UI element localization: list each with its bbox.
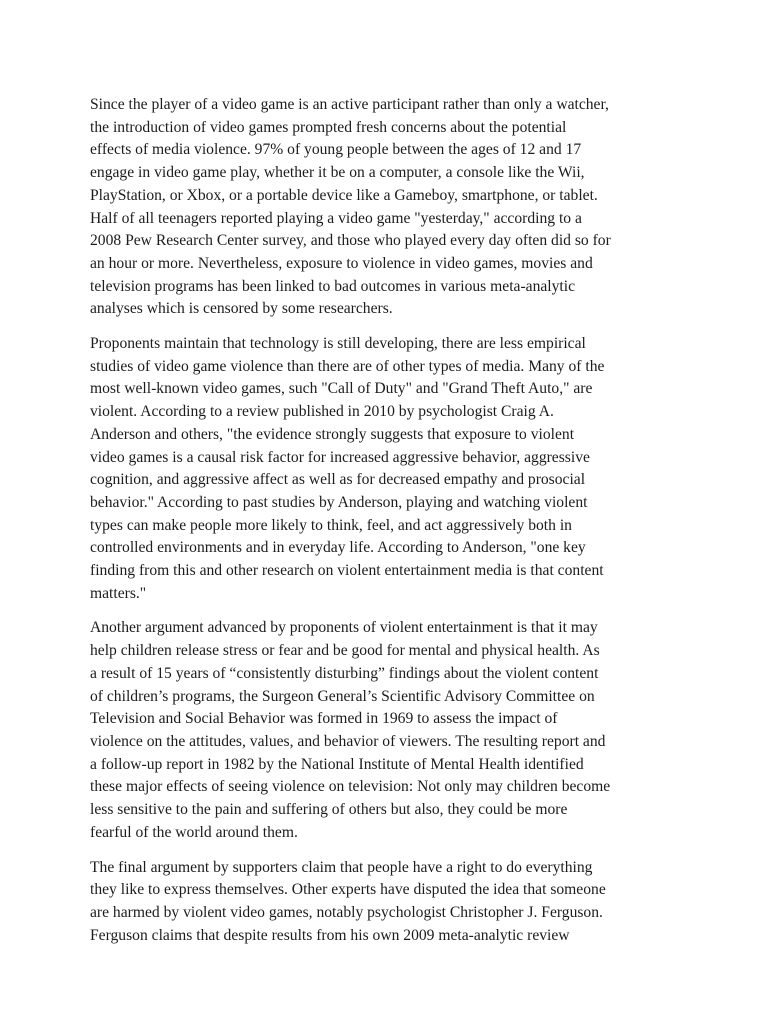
text-line: matters." — [90, 584, 147, 602]
text-line: Proponents maintain that technology is still developing, there are less empirical — [90, 335, 586, 353]
document-page — [90, 94, 690, 959]
text-line: Half of all teenagers reported playing a video game "yesterday," according to a — [90, 209, 582, 227]
text-line: effects of media violence. 97% of young people between the ages of 12 and 17 — [90, 141, 582, 159]
text-line: Another argument advanced by proponents of violent entertainment is that it may — [90, 619, 598, 637]
paragraph-1 — [90, 94, 690, 321]
text-line: video games is a causal risk factor for increased aggressive behavior, aggressive — [90, 448, 590, 466]
text-line: television programs has been linked to bad outcomes in various meta-analytic — [90, 277, 576, 295]
text-line: they like to express themselves. Other experts have disputed the idea that someone — [90, 881, 606, 899]
text-line: Since the player of a video game is an active participant rather than only a watcher, — [90, 96, 609, 113]
text-line: types can make people more likely to think, feel, and act aggressively both in — [90, 516, 572, 534]
text-line: 2008 Pew Research Center survey, and those who played every day often did so for — [90, 232, 611, 250]
text-line: of children’s programs, the Surgeon General’s Scientific Advisory Committee on — [90, 687, 595, 705]
paragraph-2 — [90, 333, 690, 605]
text-line: PlayStation, or Xbox, or a portable device like a Gameboy, smartphone, or tablet. — [90, 186, 598, 204]
text-line: are harmed by violent video games, notably psychologist Christopher J. Ferguson. — [90, 903, 603, 921]
text-line: controlled environments and in everyday life. According to Anderson, "one key — [90, 539, 586, 557]
text-line: cognition, and aggressive affect as well as for decreased empathy and prosocial — [90, 471, 586, 489]
text-line: behavior." According to past studies by Anderson, playing and watching violent — [90, 493, 588, 511]
text-line: an hour or more. Nevertheless, exposure to violence in video games, movies and — [90, 254, 593, 272]
text-line: a result of 15 years of “consistently disturbing” findings about the violent content — [90, 664, 599, 682]
text-line: help children release stress or fear and be good for mental and physical health. As — [90, 642, 600, 660]
text-line: fearful of the world around them. — [90, 823, 298, 841]
text-line: these major effects of seeing violence on television: Not only may children become — [90, 778, 611, 796]
text-line: studies of video game violence than there are of other types of media. Many of the — [90, 357, 605, 375]
text-line: engage in video game play, whether it be on a computer, a console like the Wii, — [90, 164, 585, 182]
text-line: violent. According to a review published in 2010 by psychologist Craig A. — [90, 403, 554, 421]
text-line: violence on the attitudes, values, and behavior of viewers. The resulting report and — [90, 732, 606, 750]
text-line: Anderson and others, "the evidence strongly suggests that exposure to violent — [90, 425, 575, 443]
text-line: a follow-up report in 1982 by the National Institute of Mental Health identified — [90, 755, 584, 773]
text-line: most well-known video games, such "Call of Duty" and "Grand Theft Auto," are — [90, 380, 593, 398]
text-line: finding from this and other research on violent entertainment media is that content — [90, 562, 604, 580]
text-line: less sensitive to the pain and suffering of others but also, they could be more — [90, 801, 568, 819]
text-line: Television and Social Behavior was formed in 1969 to assess the impact of — [90, 710, 558, 728]
text-line: analyses which is censored by some researchers. — [90, 300, 393, 318]
text-line: The final argument by supporters claim that people have a right to do everything — [90, 858, 593, 876]
text-line: Ferguson claims that despite results from his own 2009 meta-analytic review — [90, 926, 570, 944]
text-line: the introduction of video games prompted fresh concerns about the potential — [90, 118, 567, 136]
paragraph-3 — [90, 617, 690, 844]
paragraph-4 — [90, 857, 690, 948]
